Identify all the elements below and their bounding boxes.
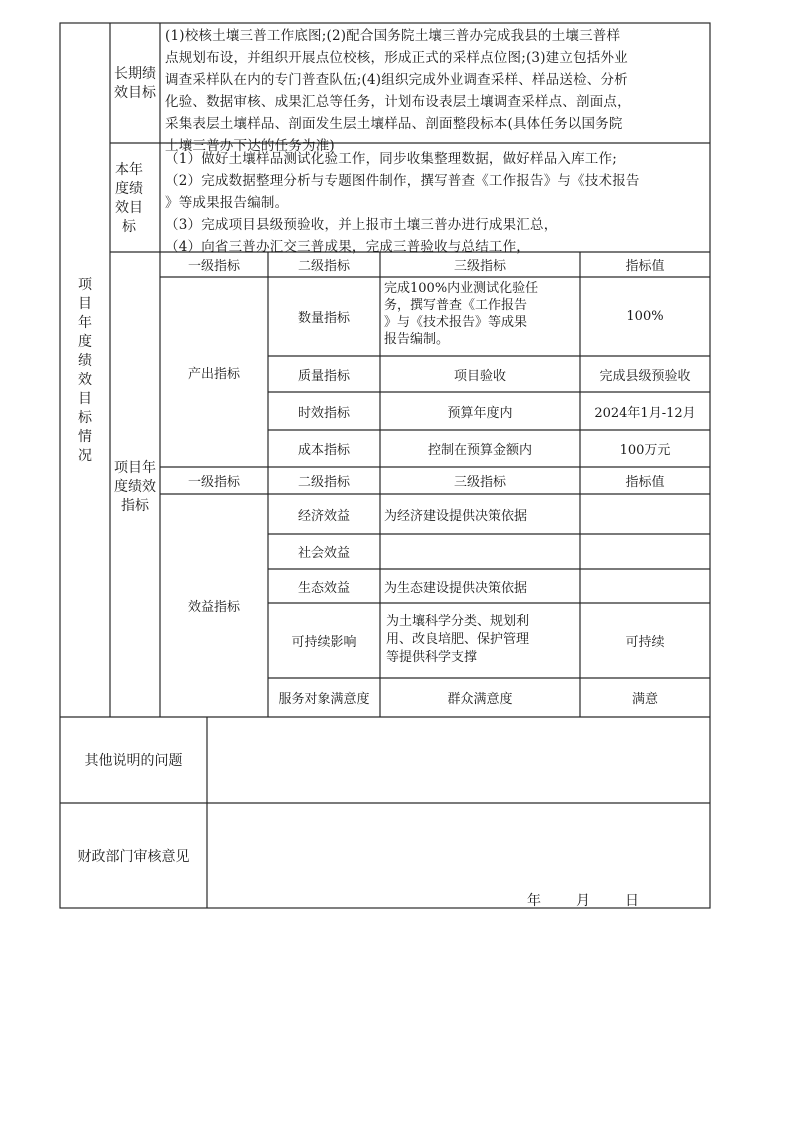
header-level3: 三级指标 <box>453 259 506 274</box>
section-label: 项目年度绩效目标情况 <box>78 277 92 464</box>
benefit-value-4: 满意 <box>631 692 658 707</box>
output-level3-1: 项目验收 <box>453 368 506 384</box>
indicators-label: 项目年度绩效指标 <box>114 459 156 514</box>
output-level2-1: 质量指标 <box>297 368 350 384</box>
header2-value: 指标值 <box>625 475 665 490</box>
header-level2: 二级指标 <box>297 259 350 274</box>
benefit-level3-2: 为生态建设提供决策依据 <box>384 580 528 596</box>
benefit-level3-4: 群众满意度 <box>447 692 513 707</box>
benefit-value-1 <box>580 534 710 569</box>
output-value-1: 完成县级预验收 <box>599 368 691 384</box>
benefit-label: 效益指标 <box>187 600 240 615</box>
benefit-level2-0: 经济效益 <box>297 508 350 524</box>
output-level3-2: 预算年度内 <box>447 405 513 421</box>
header2-level3: 三级指标 <box>453 475 506 490</box>
benefit-value-3: 可持续 <box>625 635 665 650</box>
output-level3-0: 完成100%内业测试化验任 务，撰写普查《工作报告 》与《技术报告》等成果 报告编制。 <box>384 281 539 347</box>
output-level2-0: 数量指标 <box>297 311 350 326</box>
header-value: 指标值 <box>625 259 665 274</box>
other-notes-label: 其他说明的问题 <box>84 753 183 769</box>
benefit-level3-0: 为经济建设提供决策依据 <box>384 508 528 524</box>
date-day: 日 <box>625 893 639 909</box>
benefit-value-0 <box>580 494 710 534</box>
date-month: 月 <box>576 893 590 909</box>
long-term-text: (1)校核土壤三普工作底图;(2)配合国务院土壤三普办完成我县的土壤三普样 点规划布设，并组织开展点位校核，形成正式的采样点位图;(3)建立包括外业 调查采样队在内的专门普查队伍;(4)组织完成外业调查采样、样品送检、分析 化验、数据审核、成果汇总等任务，计划布设表层土壤调查采样点、剖面点， 采集表层土壤样品、剖面发生层土壤样品、剖面整段标本(具体任务以国务院 土壤三普办下达的任务为准) <box>165 28 631 154</box>
finance-review-label: 财政部门审核意见 <box>77 848 190 865</box>
benefit-value-2 <box>580 569 710 603</box>
benefit-level3-3: 为土壤科学分类、规划利 用、改良培肥、保护管理 等提供科学支撑 <box>386 614 530 665</box>
annual-label: 本年度绩效目标 <box>115 162 143 235</box>
output-level3-3: 控制在预算金额内 <box>427 443 532 458</box>
benefit-level2-4: 服务对象满意度 <box>278 692 370 707</box>
output-level2-3: 成本指标 <box>297 443 350 458</box>
header-level1: 一级指标 <box>187 259 240 274</box>
annual-text: （1）做好土壤样品测试化验工作，同步收集整理数据，做好样品入库工作; （2）完成数据整理分析与专题图件制作，撰写普查《工作报告》与《技术报告 》等成果报告编制。 （3）完成项目县级预验收，并上报市土壤三普办进行成果汇总， （4）向省三普办汇交三普成果，完成三普验收与总结工作， <box>165 151 640 255</box>
output-value-2: 2024年1月-12月 <box>594 405 696 421</box>
benefit-level2-1: 社会效益 <box>297 546 350 561</box>
output-value-0: 100% <box>626 309 664 324</box>
header2-level2: 二级指标 <box>297 475 350 490</box>
date-year: 年 <box>527 893 541 909</box>
other-notes-value <box>207 717 710 803</box>
output-label: 产出指标 <box>187 366 240 382</box>
long-term-label: 长期绩效目标 <box>114 66 156 101</box>
output-level2-2: 时效指标 <box>297 405 350 421</box>
benefit-level2-2: 生态效益 <box>297 580 350 596</box>
output-value-3: 100万元 <box>619 443 671 458</box>
header2-level1: 一级指标 <box>187 475 240 490</box>
benefit-level2-3: 可持续影响 <box>291 635 357 650</box>
